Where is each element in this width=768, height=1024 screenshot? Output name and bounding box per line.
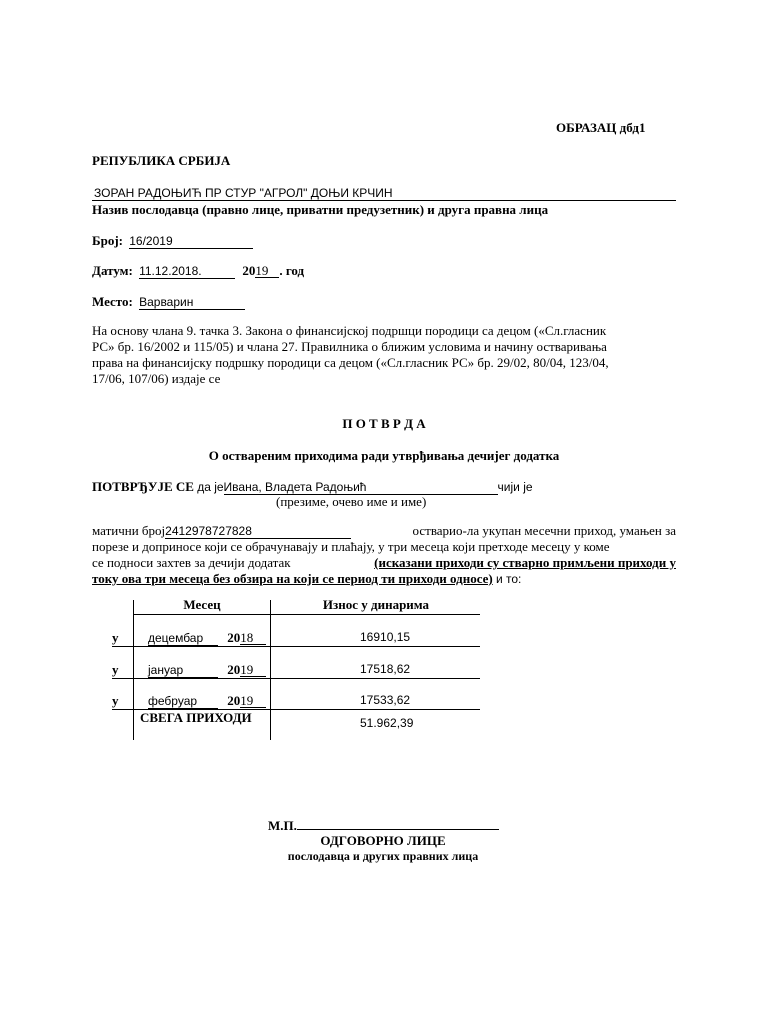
mp-label: М.П. (268, 818, 297, 833)
row-1-amount: 16910,15 (360, 630, 411, 644)
header-rule (134, 614, 480, 615)
jmbg-label: матични број (92, 523, 166, 538)
date-year-suffix: 19 (255, 264, 279, 278)
confirm-row (92, 479, 533, 495)
confirm-da-je: да је (197, 480, 224, 494)
row-3-amount: 17533,62 (360, 693, 411, 707)
col-amount-header: Износ у динарима (322, 597, 430, 612)
row-3-year-prefix: 20 (227, 693, 241, 708)
number-label: Број: (92, 233, 123, 248)
row-2-month: јануар (148, 664, 218, 678)
doc-title: П О Т В Р Д А (342, 416, 426, 431)
employer-name: ЗОРАН РАДОЊИЋ ПР СТУР "АГРОЛ" ДОЊИ КРЧИН (94, 186, 393, 200)
place-label: Место: (92, 294, 133, 309)
row-1-rule (112, 646, 480, 647)
jmbg-line-4-end: и то: (495, 572, 522, 586)
number-value: 16/2019 (129, 235, 253, 249)
legal-basis-line-3: права на финансијску подршку породици са децом («Сл.гласник РС» бр. 29/02, 80/04, 123/04, (92, 355, 609, 370)
date-value: 11.12.2018. (139, 265, 235, 279)
date-label: Датум: (92, 263, 133, 278)
confirm-lead: ПОТВРЂУЈЕ СЕ (92, 479, 194, 494)
confirm-ciji-je: чији је (497, 480, 533, 494)
employer-underline (92, 200, 676, 201)
row-1-month: децембар (148, 632, 218, 646)
table-middle-border (270, 600, 271, 740)
signature-line (297, 817, 499, 830)
employer-caption: Назив послодавца (правно лице, приватни предузетник) и друга правна лица (92, 202, 549, 217)
row-3-month-cell (148, 693, 266, 709)
number-row (92, 233, 253, 249)
jmbg-line-3-bold: (исказани приходи су стварно примљени приходи у (374, 555, 676, 570)
table-left-border (133, 600, 134, 740)
confirm-person: Ивана, Владета Радоњић (224, 481, 498, 495)
date-row (92, 263, 304, 279)
row-2-rule (112, 678, 480, 679)
form-code: ОБРАЗАЦ дбд1 (556, 120, 646, 135)
total-label: СВЕГА ПРИХОДИ (140, 710, 252, 725)
row-2-prefix: у (112, 662, 119, 677)
row-1-year-suffix: 18 (240, 631, 266, 645)
row-1-month-cell (148, 630, 266, 646)
row-3-year-suffix: 19 (240, 694, 266, 708)
col-month-header: Месец (183, 597, 221, 612)
jmbg-line-3 (92, 555, 676, 571)
row-1-prefix: у (112, 630, 119, 645)
jmbg-value: 2412978727828 (165, 525, 351, 539)
jmbg-line-4-bold: току ова три месеца без обзира на који се период ти приходи односе) (92, 571, 493, 586)
date-year-prefix: 20 (242, 263, 256, 278)
signature-row (268, 817, 499, 834)
row-2-amount: 17518,62 (360, 662, 411, 676)
signature-subtitle: послодавца и других правних лица (287, 849, 479, 863)
date-year-tail: . год (279, 263, 305, 278)
row-2-year-prefix: 20 (227, 662, 241, 677)
row-1-year-prefix: 20 (227, 630, 241, 645)
confirm-caption: (презиме, очево име и име) (276, 494, 427, 509)
place-value: Варварин (139, 296, 245, 310)
legal-basis-line-4: 17/06, 107/06) издаје се (92, 371, 221, 386)
row-3-prefix: у (112, 693, 119, 708)
legal-basis-line-2: РС» бр. 16/2002 и 115/05) и члана 27. Правилника о ближим условима и начину остваривања (92, 339, 607, 354)
row-2-year-suffix: 19 (240, 663, 266, 677)
legal-basis-line-1: На основу члана 9. тачка 3. Закона о финансијској подршци породици са децом («Сл.гласник (92, 323, 607, 338)
jmbg-line-3-start: се подноси захтев за дечији додатак (92, 555, 291, 570)
jmbg-line-4 (92, 571, 521, 587)
doc-subtitle: О оствареним приходима ради утврђивања дечијег додатка (208, 448, 560, 463)
jmbg-row (92, 523, 351, 539)
row-3-month: фебруар (148, 695, 218, 709)
jmbg-line-1-rest: остварио-ла укупан месечни приход, умањен за (412, 523, 676, 538)
republic-heading: РЕПУБЛИКА СРБИЈА (92, 153, 231, 168)
place-row (92, 294, 245, 310)
jmbg-line-2: порезе и доприносе који се обрачунавају и плаћају, у три месеца који претходе месецу у коме (92, 539, 610, 554)
signature-title: ОДГОВОРНО ЛИЦЕ (320, 833, 446, 848)
total-value: 51.962,39 (360, 716, 414, 730)
row-2-month-cell (148, 662, 266, 678)
